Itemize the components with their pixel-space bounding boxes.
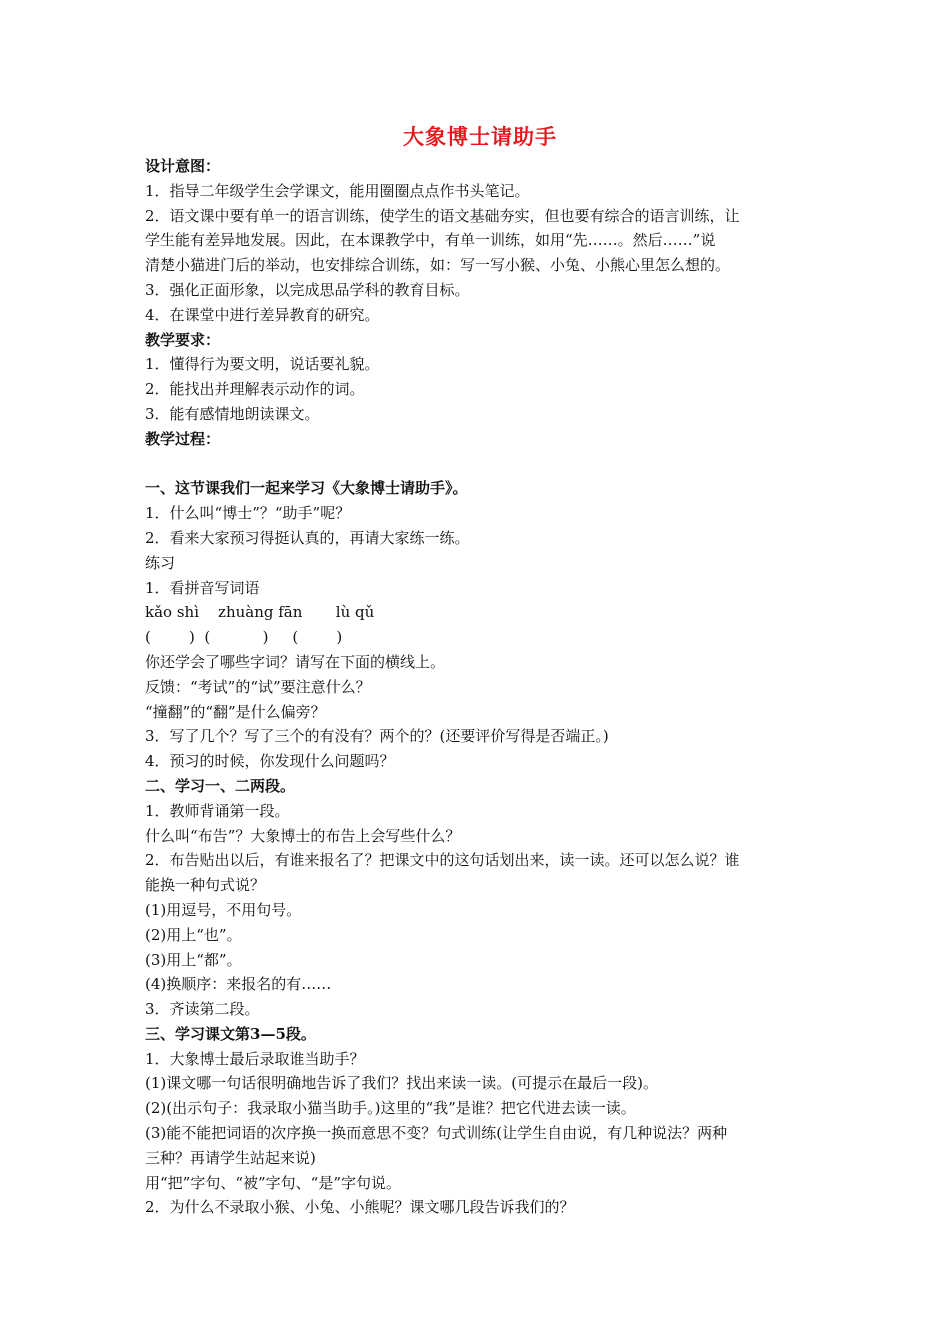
paragraph-line: 2．看来大家预习得挺认真的，再请大家练一练。: [145, 528, 470, 547]
paragraph-line: 1．大象博士最后录取谁当助手？: [145, 1049, 365, 1068]
document-body: [145, 154, 815, 1220]
document-page: [145, 122, 815, 1220]
paragraph-line: kǎo shì zhuàng fān lù qǔ: [145, 603, 375, 622]
paragraph-line: (1)课文哪一句话很明确地告诉了我们？找出来读一读。(可提示在最后一段)。: [145, 1074, 658, 1093]
paragraph-line: “撞翻”的“翻”是什么偏旁？: [145, 702, 326, 721]
paragraph-line: ( ) ( ) ( ): [145, 628, 343, 647]
paragraph-line: 反馈：“考试”的“试”要注意什么？: [145, 677, 371, 696]
paragraph-line: (3)用上“都”。: [145, 950, 242, 969]
paragraph-line: 1．懂得行为要文明，说话要礼貌。: [145, 355, 380, 374]
paragraph-line: 4．预习的时候，你发现什么问题吗？: [145, 752, 395, 771]
section-heading: 教学过程：: [145, 429, 221, 448]
paragraph-line: 能换一种句式说？: [145, 876, 266, 895]
paragraph-line: 2．为什么不录取小猴、小兔、小熊呢？课文哪几段告诉我们的？: [145, 1198, 575, 1217]
paragraph-line: (2)用上“也”。: [145, 925, 242, 944]
paragraph-line: 什么叫“布告”？大象博士的布告上会写些什么？: [145, 826, 461, 845]
paragraph-line: (3)能不能把词语的次序换一换而意思不变？句式训练(让学生自由说，有几种说法？两种: [145, 1124, 728, 1143]
section-heading: 教学要求：: [145, 330, 221, 349]
paragraph-line: 1．指导二年级学生会学课文，能用圈圈点点作书头笔记。: [145, 181, 530, 200]
paragraph-line: 1．什么叫“博士”？“助手”呢？: [145, 504, 351, 523]
section-heading: 一、这节课我们一起来学习《大象博士请助手》。: [145, 479, 468, 498]
paragraph-line: (4)换顺序：来报名的有……: [145, 975, 332, 994]
paragraph-line: 学生能有差异地发展。因此，在本课教学中，有单一训练，如用“先……。然后……”说: [145, 231, 716, 250]
paragraph-line: 三种？再请学生站起来说): [145, 1148, 316, 1167]
paragraph-line: 用“把”字句、“被”字句、“是”字句说。: [145, 1173, 402, 1192]
paragraph-line: 3．写了几个？写了三个的有没有？两个的？(还要评价写得是否端正。): [145, 727, 609, 746]
paragraph-line: 你还学会了哪些字词？请写在下面的横线上。: [145, 652, 446, 671]
section-heading: 三、学习课文第3—5段。: [145, 1024, 316, 1043]
paragraph-line: 1．教师背诵第一段。: [145, 801, 290, 820]
paragraph-line: 3．强化正面形象，以完成思品学科的教育目标。: [145, 280, 470, 299]
paragraph-line: (1)用逗号，不用句号。: [145, 900, 302, 919]
paragraph-line: 清楚小猫进门后的举动，也安排综合训练，如：写一写小猴、小兔、小熊心里怎么想的。: [145, 256, 731, 275]
paragraph-line: 2．语文课中要有单一的语言训练，使学生的语文基础夯实，但也要有综合的语言训练，让: [145, 206, 740, 225]
paragraph-line: 2．能找出并理解表示动作的词。: [145, 380, 365, 399]
paragraph-line: 2．布告贴出以后，有谁来报名了？把课文中的这句话划出来，读一读。还可以怎么说？谁: [145, 851, 740, 870]
section-heading: 设计意图：: [145, 157, 221, 175]
paragraph-line: 3．能有感情地朗读课文。: [145, 404, 320, 423]
paragraph-line: 练习: [145, 553, 176, 572]
paragraph-line: 3．齐读第二段。: [145, 1000, 260, 1019]
document-title: 大象博士请助手: [403, 124, 557, 149]
paragraph-line: (2)(出示句子：我录取小猫当助手。)这里的“我”是谁？把它代进去读一读。: [145, 1099, 636, 1118]
paragraph-line: 4．在课堂中进行差异教育的研究。: [145, 305, 380, 324]
paragraph-line: [145, 452, 815, 477]
section-heading: 二、学习一、二两段。: [145, 776, 296, 795]
paragraph-line: 1．看拼音写词语: [145, 578, 260, 597]
